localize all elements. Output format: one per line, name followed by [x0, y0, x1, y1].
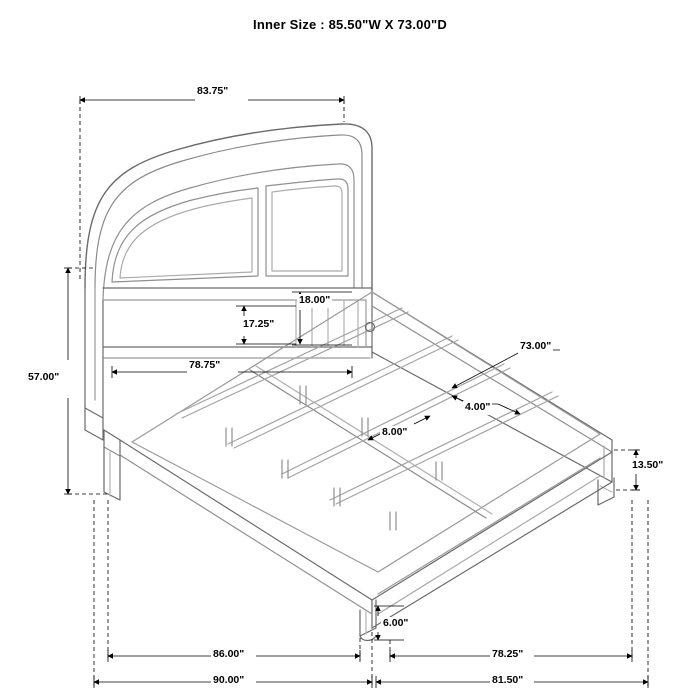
dim-mattress-depth: 73.00" — [520, 340, 552, 352]
page-title: Inner Size : 85.50"W X 73.00"D — [253, 17, 447, 32]
dim-rail-height: 13.50" — [632, 459, 664, 471]
dim-slat-offset: 4.00" — [465, 401, 491, 413]
dim-footboard-width: 78.25" — [492, 648, 524, 660]
dim-headboard-panel-inner: 17.25" — [243, 318, 275, 330]
bed-outline — [85, 124, 614, 641]
dim-headboard-inner-width: 78.75" — [189, 359, 221, 371]
dimension-lines — [64, 96, 648, 688]
dim-side-rail-length: 86.00" — [213, 648, 245, 660]
dim-headboard-width: 83.75" — [197, 85, 229, 97]
dim-slat-width: 8.00" — [382, 426, 408, 438]
dim-overall-length: 90.00" — [213, 674, 245, 686]
dim-headboard-panel-height: 18.00" — [299, 294, 331, 306]
dim-overall-width: 81.50" — [492, 674, 524, 686]
dim-leg-height: 6.00" — [383, 617, 409, 629]
dim-overall-height: 57.00" — [28, 371, 60, 383]
